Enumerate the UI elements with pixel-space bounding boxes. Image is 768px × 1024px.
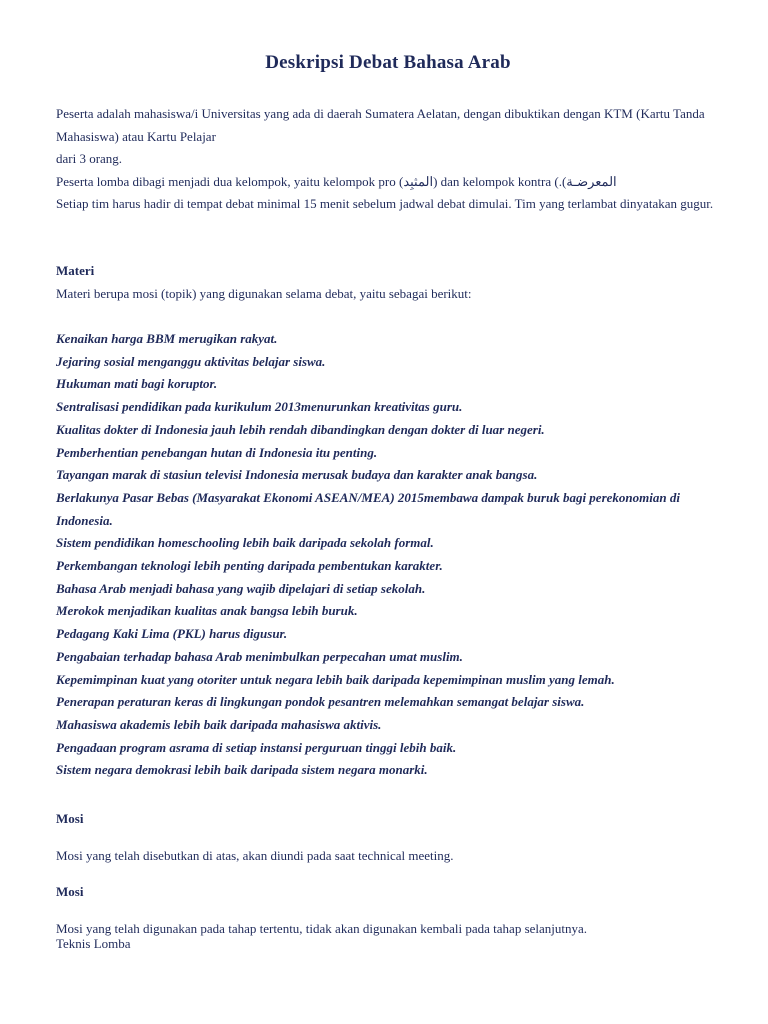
intro-paragraph: dari 3 orang. — [56, 151, 123, 166]
teknis-lomba-label: Teknis Lomba — [56, 936, 131, 951]
materi-lead: Materi berupa mosi (topik) yang digunakan selama debat, yaitu sebagai berikut: — [56, 286, 472, 301]
motion-item: Mahasiswa akademis lebih baik daripada mahasiswa aktivis. — [56, 716, 382, 732]
document-title: Deskripsi Debat Bahasa Arab — [265, 52, 511, 73]
intro-paragraph: Setiap tim harus hadir di tempat debat minimal 15 menit sebelum jadwal debat dimulai. Tim yang terlambat dinyatakan gugur. — [56, 196, 714, 211]
motion-item: Jejaring sosial menganggu aktivitas belajar siswa. — [56, 353, 326, 369]
motion-item: Pemberhentian penebangan hutan di Indonesia itu penting. — [56, 444, 378, 460]
motion-item: Perkembangan teknologi lebih penting daripada pembentukan karakter. — [56, 558, 443, 574]
intro-paragraph: Peserta lomba dibagi menjadi dua kelompok, yaitu kelompok pro (المثبِد) dan kelompok kontra (.(المعرضـة — [56, 173, 617, 189]
motion-item: Berlakunya Pasar Bebas (Masyarakat Ekonomi ASEAN/MEA) 2015membawa dampak buruk bagi perekonomian di Indonesia. — [56, 489, 680, 528]
motion-item: Kualitas dokter di Indonesia jauh lebih rendah dibandingkan dengan dokter di luar negeri. — [56, 421, 545, 437]
motion-item: Tayangan marak di stasiun televisi Indonesia merusak budaya dan karakter anak bangsa. — [56, 467, 538, 483]
motion-item: Pengadaan program asrama di setiap instansi perguruan tinggi lebih baik. — [56, 739, 457, 755]
intro-section — [56, 103, 720, 216]
motion-item: Sistem pendidikan homeschooling lebih baik daripada sekolah formal. — [56, 535, 434, 551]
motion-item: Pedagang Kaki Lima (PKL) harus digusur. — [56, 626, 288, 642]
motion-item: Sistem negara demokrasi lebih baik daripada sistem negara monarki. — [56, 762, 428, 778]
mosi-heading: Mosi — [56, 811, 84, 826]
motion-item: Merokok menjadikan kualitas anak bangsa lebih buruk. — [56, 603, 358, 619]
motion-item: Sentralisasi pendidikan pada kurikulum 2013menurunkan kreativitas guru. — [56, 399, 463, 415]
mosi-text: Mosi yang telah disebutkan di atas, akan diundi pada saat technical meeting. — [56, 848, 454, 863]
motion-item: Penerapan peraturan keras di lingkungan pondok pesantren melemahkan semangat belajar siswa. — [56, 694, 585, 710]
intro-paragraph: Peserta adalah mahasiswa/i Universitas yang ada di daerah Sumatera Aelatan, dengan dibuktikan dengan KTM (Kartu Tanda Mahasiswa) atau Kartu Pelajar — [56, 106, 705, 144]
motion-item: Pengabaian terhadap bahasa Arab menimbulkan perpecahan umat muslim. — [56, 648, 463, 664]
mosi-text: Mosi yang telah digunakan pada tahap tertentu, tidak akan digunakan kembali pada tahap selanjutnya. — [56, 921, 588, 936]
motion-item: Kenaikan harga BBM merugikan rakyat. — [56, 331, 278, 346]
motion-item: Kepemimpinan kuat yang otoriter untuk negara lebih baik daripada kepemimpinan muslim yang lemah. — [56, 671, 615, 687]
motion-item: Bahasa Arab menjadi bahasa yang wajib dipelajari di setiap sekolah. — [56, 580, 426, 596]
materi-heading: Materi — [56, 263, 95, 278]
motion-list — [56, 328, 720, 782]
motion-item: Hukuman mati bagi koruptor. — [56, 376, 218, 392]
mosi-heading: Mosi — [56, 884, 84, 899]
